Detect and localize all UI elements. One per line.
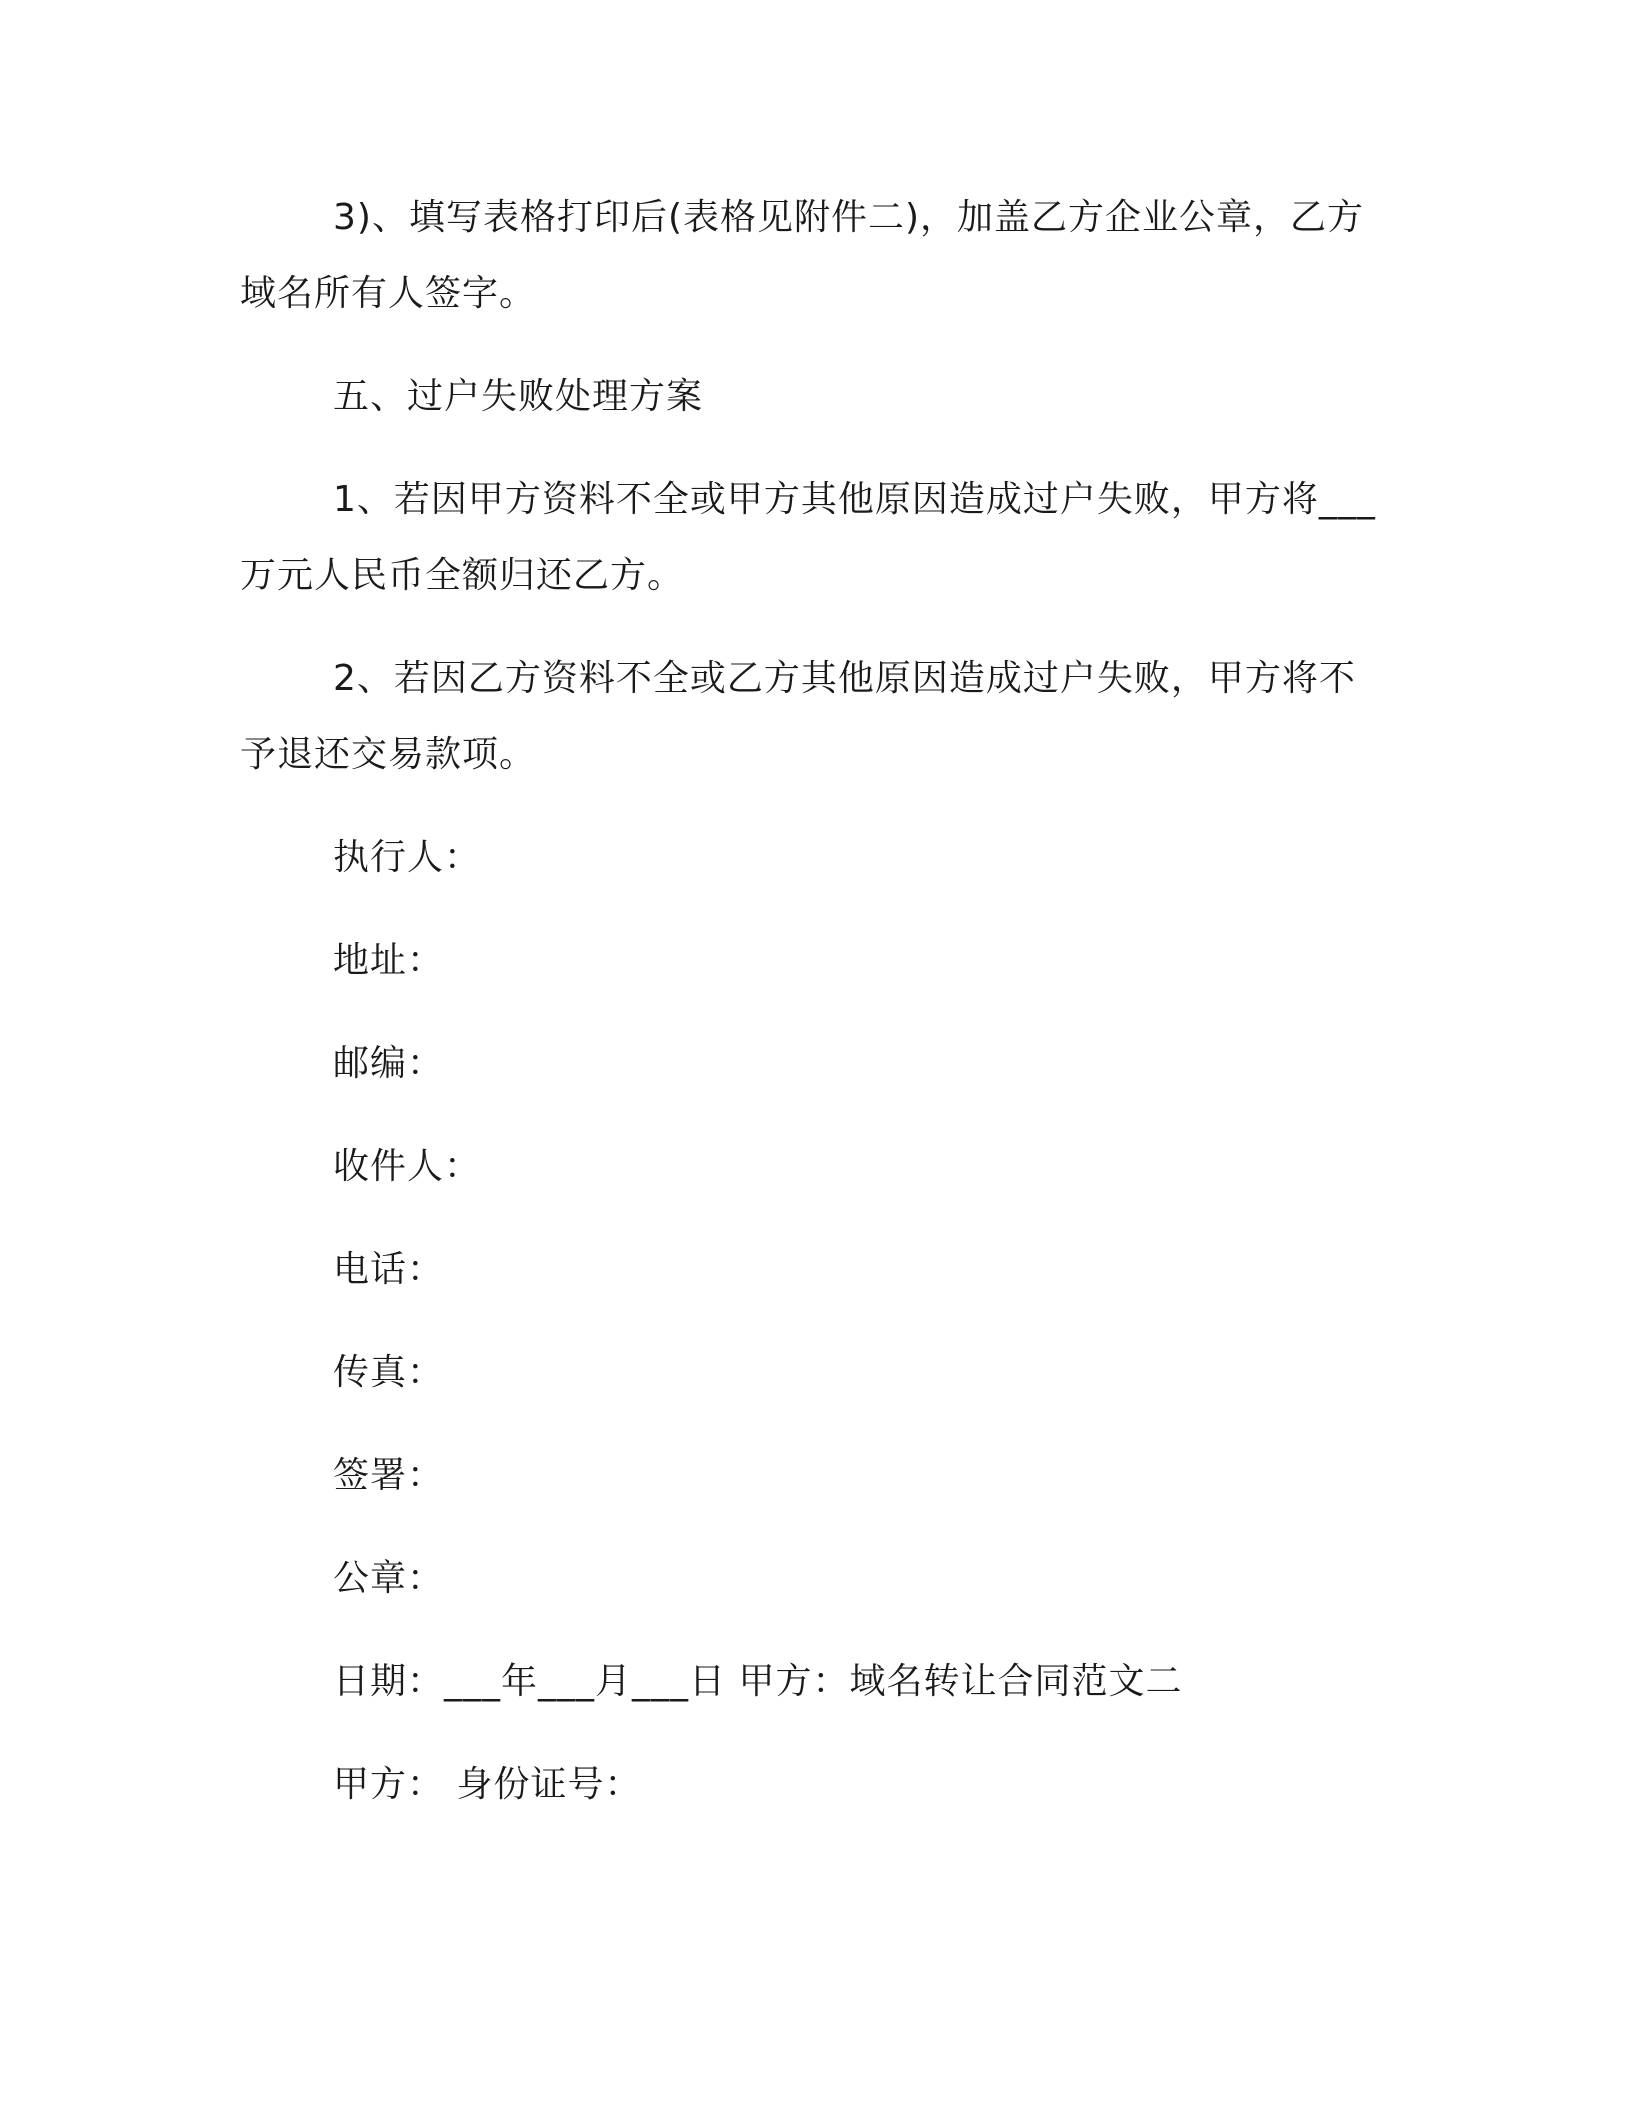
field-postcode: 邮编： [333, 1043, 445, 1084]
field-date-party-a: 日期：___年___月___日 甲方：域名转让合同范文二 [333, 1661, 1183, 1702]
clause-2-line-1: 2、若因乙方资料不全或乙方其他原因造成过户失败，甲方将不 [333, 658, 1356, 699]
field-signature: 签署： [333, 1455, 445, 1496]
clause-1-line-2: 万元人民币全额归还乙方。 [240, 555, 685, 596]
field-address: 地址： [333, 940, 445, 981]
section-heading-5: 五、过户失败处理方案 [333, 376, 704, 417]
field-party-a-id: 甲方： 身份证号： [333, 1764, 642, 1805]
field-official-seal: 公章： [333, 1558, 445, 1599]
field-recipient: 收件人： [333, 1146, 482, 1187]
paragraph-3-line-1: 3)、填写表格打印后(表格见附件二)，加盖乙方企业公章，乙方 [333, 197, 1365, 238]
field-executor: 执行人： [333, 837, 482, 878]
field-fax: 传真： [333, 1352, 445, 1393]
field-phone: 电话： [333, 1249, 445, 1290]
clause-1-line-1: 1、若因甲方资料不全或甲方其他原因造成过户失败，甲方将___ [333, 479, 1376, 520]
paragraph-3-line-2: 域名所有人签字。 [240, 273, 537, 314]
clause-2-line-2: 予退还交易款项。 [240, 734, 537, 775]
